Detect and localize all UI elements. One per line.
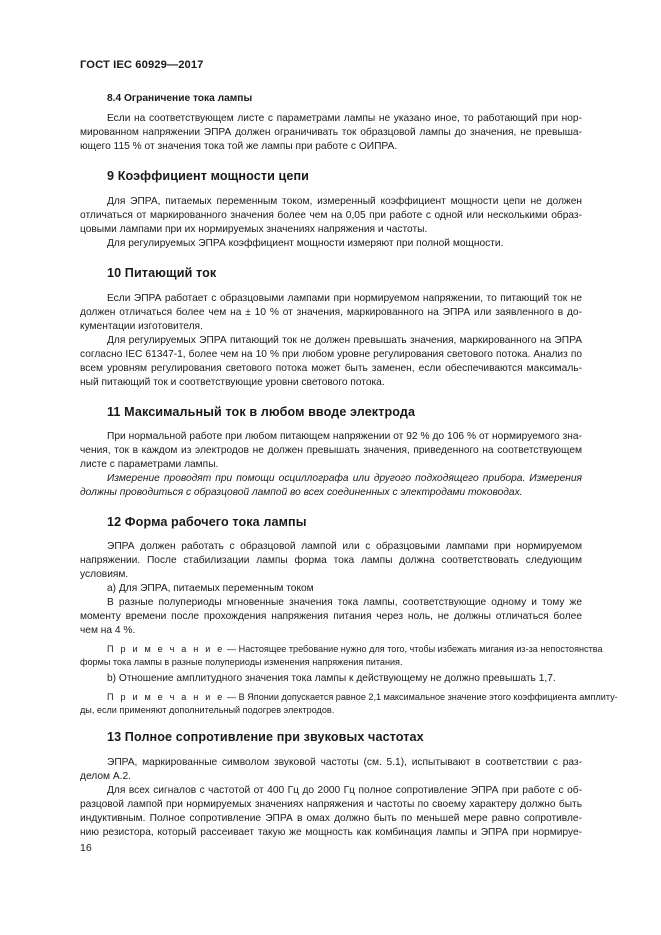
s12-line-6: моменту времени после прохождения напряжения питания через ноль, не должны отличаться более — [80, 611, 582, 622]
section-13-title: 13 Полное сопротивление при звуковых частотах — [107, 730, 424, 744]
s13-line-4: разцовой лампой при нормируемых значениях напряжения и частоты по своему характеру должно быть — [80, 799, 582, 810]
note-1-line-1 — [107, 643, 603, 655]
s12-line-2: напряжении. После стабилизации лампы форма тока лампы должна соответствовать следующим — [80, 555, 582, 566]
s10-line-4: Для регулируемых ЭПРА питающий ток не должен превышать значения, маркированного на ЭПРА — [107, 335, 582, 346]
s13-line-3: Для всех сигналов с частотой от 400 Гц до 2000 Гц полное сопротивление ЭПРА при работе с об- — [107, 785, 582, 796]
s12-item-a: а) Для ЭПРА, питаемых переменным током — [107, 583, 314, 594]
s13-line-6: нию резистора, который рассеивает такую же мощность как комбинация лампы и ЭПРА при нормируе- — [80, 827, 582, 838]
s12-line-3: условиям. — [80, 569, 129, 580]
section-11-title: 11 Максимальный ток в любом вводе электрода — [107, 405, 416, 419]
s11-line-3: листе с параметрами лампы. — [80, 459, 219, 470]
s13-line-5: индуктивным. Полное сопротивление ЭПРА в омах должно быть по меньшей мере равно сопротивле- — [80, 813, 582, 824]
section-9-title: 9 Коэффициент мощности цепи — [107, 169, 310, 183]
page-number: 16 — [80, 842, 92, 854]
s10-line-3: кументации изготовителя. — [80, 321, 203, 332]
s11-line-4: Измерение проводят при помощи осциллографа или другого подходящего прибора. Измерения — [107, 473, 582, 484]
s9-line-4: Для регулируемых ЭПРА коэффициент мощности измеряют при полной мощности. — [107, 238, 504, 249]
note-2-text: — В Японии допускается равное 2,1 максимальное значение этого коэффициента амплиту- — [224, 692, 618, 702]
s10-line-1: Если ЭПРА работает с образцовыми лампами при нормируемом напряжении, то питающий ток не — [107, 293, 582, 304]
s9-line-2: отличаться от маркированного значения более чем на 0,05 при работе с одной или несколькими образ- — [80, 210, 582, 221]
section-12-title: 12 Форма рабочего тока лампы — [107, 515, 307, 529]
note-1-line-2: формы тока лампы в разные полупериоды изменения напряжения питания. — [80, 657, 403, 667]
s12-item-b: b) Отношение амплитудного значения тока лампы к действующему не должно превышать 1,7. — [107, 673, 556, 684]
s12-line-1: ЭПРА должен работать с образцовой лампой или с образцовыми лампами при нормируемом — [107, 541, 582, 552]
section-8-4-title: 8.4 Ограничение тока лампы — [107, 93, 253, 104]
s84-line-3: ющего 115 % от значения тока той же лампы при работе с ОИПРА. — [80, 141, 398, 152]
section-10-title: 10 Питающий ток — [107, 266, 217, 280]
note-2-line-2: ды, если применяют дополнительный подогрев электродов. — [80, 705, 335, 715]
s10-line-5: согласно IEC 61347-1, более чем на 10 % при любом уровне регулирования светового потока. Анализ по — [80, 349, 582, 360]
note-1-text: — Настоящее требование нужно для того, чтобы избежать мигания из-за непостоянства — [224, 644, 603, 654]
s10-line-2: должен отличаться более чем на ± 10 % от значения, маркированного на ЭПРА или заявленного в до- — [80, 307, 582, 318]
s9-line-1: Для ЭПРА, питаемых переменным током, измеренный коэффициент мощности цепи не должен — [107, 196, 582, 207]
s11-line-2: чения, ток в каждом из электродов не должен превышать значения, приведенного на соответствующем — [80, 445, 582, 456]
note-1-label: П р и м е ч а н и е — [107, 644, 225, 654]
s12-line-7: чем на 4 %. — [80, 625, 136, 636]
note-2-label: П р и м е ч а н и е — [107, 692, 225, 702]
s13-line-1: ЭПРА, маркированные символом звуковой частоты (см. 5.1), испытывают в соответствии с раз- — [107, 757, 582, 768]
s84-line-1: Если на соответствующем листе с параметрами лампы не указано иное, то работающий при нор- — [107, 113, 582, 124]
s11-line-5: должны проводиться с образцовой лампой во всех соединенных с электродами тоководах. — [80, 487, 523, 498]
note-2-line-1 — [107, 691, 618, 703]
s10-line-6: всем уровням регулирования светового потока может быть заменен, если обеспечиваются максималь- — [80, 363, 582, 374]
s84-line-2: мированном напряжении ЭПРА должен ограничивать ток образцовой лампы до значения, не превыша- — [80, 127, 582, 138]
s12-line-5: В разные полупериоды мгновенные значения тока лампы, соответствующие одному и тому же — [107, 597, 582, 608]
s13-line-2: делом А.2. — [80, 771, 131, 782]
s11-line-1: При нормальной работе при любом питающем напряжении от 92 % до 106 % от нормируемого зна- — [107, 431, 582, 442]
document-header: ГОСТ IEC 60929—2017 — [80, 59, 204, 71]
s10-line-7: ный питающий ток и соответствующие уровни светового потока. — [80, 377, 385, 388]
s9-line-3: цовыми лампами при их нормируемых значениях напряжения и частоты. — [80, 224, 428, 235]
